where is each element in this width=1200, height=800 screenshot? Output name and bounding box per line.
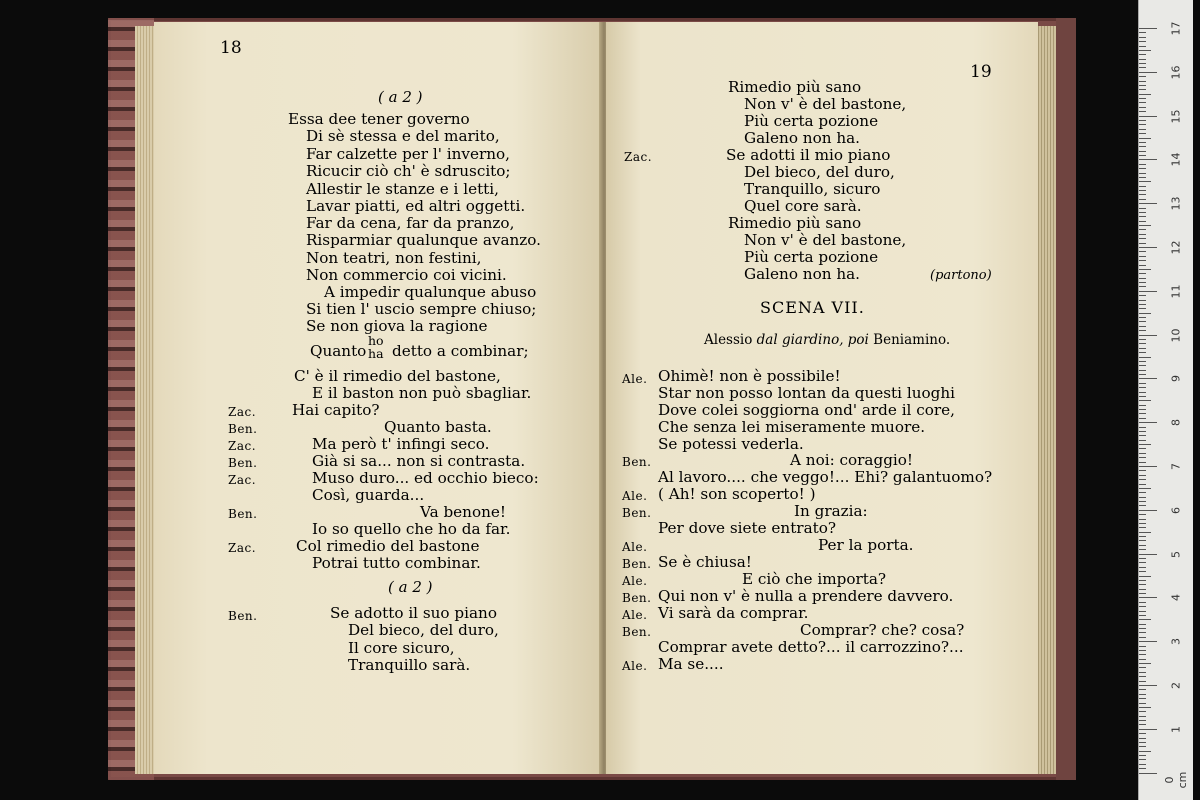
speaker-label: Ale. [622,489,648,503]
ruler-tick [1139,632,1146,633]
ruler-tick [1139,374,1146,375]
ruler-tick [1139,76,1146,77]
measuring-ruler [1138,0,1193,800]
ruler-tick [1139,738,1146,739]
verse-line: Di sè stessa e del marito, [306,127,500,145]
ruler-tick [1139,742,1146,743]
ruler-tick [1139,339,1146,340]
verse-line: Non v' è del bastone, [744,95,907,113]
ruler-tick [1139,418,1146,419]
ruler-number: 12 [1169,240,1183,255]
dialogue-line: Comprar? che? cosa? [800,621,965,639]
ruler-tick [1139,729,1157,730]
ruler-tick [1139,260,1146,261]
ruler-tick [1139,637,1146,638]
ruler-tick [1139,295,1146,296]
verse-line: C' è il rimedio del bastone, [294,367,501,385]
ruler-tick [1139,396,1146,397]
ruler-tick [1139,676,1146,677]
stack-bottom: ha [368,346,384,361]
verse-quanto-start: Quanto [310,342,367,360]
ruler-tick [1139,32,1146,33]
ruler-tick [1139,63,1146,64]
ruler-tick [1139,689,1146,690]
ruler-tick [1139,549,1146,550]
ruler-tick [1139,67,1146,68]
verse-line: Ricucir ciò ch' è sdruscito; [306,162,511,180]
ruler-number: 0 cm [1163,771,1189,788]
ruler-tick [1139,628,1146,629]
ruler-tick [1139,488,1151,489]
ruler-tick [1139,707,1151,708]
speaker-label: Zac. [228,405,257,419]
ruler-number: 5 [1169,550,1183,558]
ruler-tick [1139,133,1146,134]
verse-line: Allestir le stanze e i letti, [306,180,499,198]
ruler-tick [1139,492,1146,493]
dialogue-line: Ohimè! non è possibile! [658,367,841,385]
ruler-tick [1139,602,1146,603]
verse-line: Rimedio più sano [728,78,862,96]
ruler-tick [1139,505,1146,506]
ruler-tick [1139,321,1146,322]
ruler-tick [1139,562,1146,563]
scene-subtitle [704,332,950,348]
ruler-number: 9 [1169,375,1183,383]
right-page-stack [1036,26,1056,774]
ruler-tick [1139,475,1146,476]
ruler-tick [1139,409,1146,410]
ruler-tick [1139,405,1146,406]
ruler-tick [1139,663,1151,664]
dialogue-line: Io so quello che ho da far. [312,520,511,538]
dialogue-line: Se è chiusa! [658,553,752,571]
ruler-tick [1139,190,1146,191]
ruler-tick [1139,155,1146,156]
dialogue-line: Così, guarda... [312,486,425,504]
speaker-label: Ben. [228,456,258,470]
ruler-tick [1139,177,1146,178]
ruler-tick [1139,173,1146,174]
ruler-tick [1139,37,1146,38]
dialogue-line: Al lavoro.... che veggo!... Ehi? galantuomo? [658,468,993,486]
verse-line: Tranquillo sarà. [348,656,471,674]
ruler-tick [1139,711,1146,712]
dialogue-line: E ciò che importa? [742,570,887,588]
ruler-tick [1139,282,1146,283]
ruler-tick [1139,567,1146,568]
ruler-tick [1139,457,1146,458]
ruler-tick [1139,545,1146,546]
ruler-tick [1139,343,1146,344]
ruler-number: 4 [1169,594,1183,602]
ruler-tick [1139,54,1146,55]
scene-character-2: Beniamino. [873,332,951,348]
ruler-tick [1139,755,1146,756]
ruler-tick [1139,256,1146,257]
ruler-tick [1139,527,1146,528]
ruler-tick [1139,251,1146,252]
ruler-tick [1139,694,1146,695]
verse-quanto-end: detto a combinar; [392,342,529,360]
ruler-tick [1139,41,1146,42]
ruler-tick [1139,519,1146,520]
dialogue-line: Già si sa... non si contrasta. [312,452,526,470]
verse-line: Se non giova la ragione [306,317,488,335]
ruler-tick [1139,619,1151,620]
left-page-number: 18 [220,38,242,58]
ruler-tick [1139,243,1146,244]
verse-line: Galeno non ha. [744,265,860,283]
ruler-tick [1139,335,1157,336]
ruler-tick [1139,659,1146,660]
speaker-label: Ale. [622,608,648,622]
verse-line: Si tien l' uscio sempre chiuso; [306,300,537,318]
speaker-label: Zac. [228,541,257,555]
ruler-tick [1139,698,1146,699]
ruler-tick [1139,208,1146,209]
ruler-tick [1139,138,1151,139]
ruler-tick [1139,28,1157,29]
ruler-tick [1139,81,1146,82]
ruler-tick [1139,466,1157,467]
ruler-tick [1139,523,1146,524]
ruler-tick [1139,589,1146,590]
ruler-tick [1139,291,1157,292]
speaker-label: Ale. [622,372,648,386]
dialogue-line: A noi: coraggio! [790,451,914,469]
verse-line: Risparmiar qualunque avanzo. [306,231,541,249]
ruler-tick [1139,536,1146,537]
ruler-tick [1139,225,1151,226]
ruler-tick [1139,216,1146,217]
ruler-tick [1139,751,1151,752]
dialogue-line: Qui non v' è nulla a prendere davvero. [658,587,954,605]
ruler-tick [1139,313,1151,314]
ruler-tick [1139,107,1146,108]
verse-line: Del bieco, del duro, [348,621,499,639]
dialogue-line: Va benone! [420,503,506,521]
speaker-label: Zac. [228,439,257,453]
ruler-tick [1139,593,1146,594]
ruler-tick [1139,510,1157,511]
ruler-tick [1139,129,1146,130]
dialogue-line: Hai capito? [292,401,380,419]
ruler-tick [1139,72,1157,73]
ruler-tick [1139,427,1146,428]
ruler-tick [1139,357,1151,358]
ruler-tick [1139,146,1146,147]
ruler-tick [1139,764,1146,765]
ruler-tick [1139,300,1146,301]
ruler-tick [1139,168,1146,169]
ruler-tick [1139,234,1146,235]
ruler-tick [1139,654,1146,655]
verse-line: Galeno non ha. [744,129,860,147]
ruler-tick [1139,265,1146,266]
ruler-tick [1139,221,1146,222]
ruler-tick [1139,317,1146,318]
ruler-tick [1139,229,1146,230]
dialogue-line: Che senza lei miseramente muore. [658,418,926,436]
dialogue-line: Dove colei soggiorna ond' arde il core, [658,401,955,419]
ruler-tick [1139,59,1146,60]
ruler-number: 3 [1169,638,1183,646]
ruler-number: 6 [1169,506,1183,514]
ruler-tick [1139,330,1146,331]
ruler-tick [1139,238,1146,239]
stack-top: ho [368,333,384,348]
ruler-number: 16 [1169,65,1183,80]
ruler-tick [1139,576,1151,577]
dialogue-line: Per la porta. [818,536,914,554]
ruler-tick [1139,685,1157,686]
ruler-tick [1139,85,1146,86]
ruler-tick [1139,120,1146,121]
ruler-tick [1139,624,1146,625]
ruler-tick [1139,89,1146,90]
ruler-tick [1139,286,1146,287]
dialogue-line: Quanto basta. [384,418,492,436]
ruler-tick [1139,667,1146,668]
ruler-tick [1139,370,1146,371]
speaker-label: Zac. [624,150,653,164]
ruler-tick [1139,378,1157,379]
ruler-tick [1139,646,1146,647]
ruler-tick [1139,681,1146,682]
ruler-tick [1139,392,1146,393]
speaker-label: Ben. [622,625,652,639]
ruler-tick [1139,444,1151,445]
ruler-tick [1139,571,1146,572]
verse-line: Tranquillo, sicuro [744,180,881,198]
ruler-tick [1139,759,1146,760]
ruler-tick [1139,46,1146,47]
left-heading-2: ( a 2 ) [388,578,433,596]
ruler-tick [1139,383,1146,384]
ruler-number: 14 [1169,152,1183,167]
ruler-number: 8 [1169,419,1183,427]
ruler-tick [1139,98,1146,99]
ruler-tick [1139,422,1157,423]
ruler-number: 11 [1169,284,1183,299]
ruler-tick [1139,773,1157,774]
ruler-number: 2 [1169,682,1183,689]
ruler-tick [1139,558,1146,559]
right-page-number: 19 [970,62,992,82]
verse-line: Il core sicuro, [348,639,455,657]
speaker-label: Ale. [622,659,648,673]
speaker-label: Ben. [622,591,652,605]
verse-line: Più certa pozione [744,248,879,266]
ruler-tick [1139,716,1146,717]
dialogue-line: Ma però t' infingi seco. [312,435,490,453]
speaker-label: Ben. [622,506,652,520]
speaker-label: Ben. [228,507,258,521]
ruler-tick [1139,387,1146,388]
ruler-tick [1139,479,1146,480]
ruler-number: 1 [1169,725,1183,733]
ruler-tick [1139,720,1146,721]
dialogue-line: Potrai tutto combinar. [312,554,481,572]
ruler-tick [1139,94,1151,95]
dialogue-line: Per dove siete entrato? [658,519,837,537]
verse-line: E il baston non può sbagliar. [312,384,532,402]
verse-line: Rimedio più sano [728,214,862,232]
ruler-tick [1139,615,1146,616]
ruler-tick [1139,514,1146,515]
ruler-tick [1139,768,1146,769]
verse-line: Far calzette per l' inverno, [306,145,510,163]
ruler-tick [1139,164,1146,165]
verse-line: Essa dee tener governo [288,110,470,128]
ruler-tick [1139,151,1146,152]
stage-direction: (partono) [930,268,992,283]
ruler-tick [1139,199,1146,200]
scene-entrance: dal giardino, poi [756,332,869,348]
ruler-tick [1139,733,1146,734]
ruler-tick [1139,641,1157,642]
ruler-tick [1139,554,1157,555]
ruler-tick [1139,186,1146,187]
verse-line: Del bieco, del duro, [744,163,895,181]
scene-title: SCENA VII. [760,298,865,317]
dialogue-line: Star non posso lontan da questi luoghi [658,384,955,402]
ruler-tick [1139,497,1146,498]
ruler-tick [1139,650,1146,651]
verse-line: Se adotto il suo piano [330,604,497,622]
ruler-tick [1139,501,1146,502]
verse-line: Se adotti il mio piano [726,146,891,164]
dialogue-line: Col rimedio del bastone [296,537,480,555]
ruler-tick [1139,124,1146,125]
ruler-tick [1139,462,1146,463]
ruler-tick [1139,159,1157,160]
dialogue-line: Muso duro... ed occhio bieco: [312,469,539,487]
ruler-tick [1139,326,1146,327]
ruler-tick [1139,111,1146,112]
ruler-tick [1139,269,1151,270]
ruler-tick [1139,611,1146,612]
ruler-tick [1139,348,1146,349]
speaker-label: Ale. [622,574,648,588]
ruler-tick [1139,540,1146,541]
dialogue-line: ( Ah! son scoperto! ) [658,485,816,503]
verse-line: Non teatri, non festini, [306,249,482,267]
verse-line: Quel core sarà. [744,197,862,215]
ruler-number: 17 [1169,21,1183,36]
ruler-tick [1139,247,1157,248]
ruler-tick [1139,672,1146,673]
ruler-tick [1139,278,1146,279]
ruler-tick [1139,304,1146,305]
speaker-label: Ben. [622,557,652,571]
ruler-tick [1139,724,1146,725]
speaker-label: Ben. [228,422,258,436]
speaker-label: Ben. [228,609,258,623]
ruler-tick [1139,50,1151,51]
verse-line: Più certa pozione [744,112,879,130]
scene-character-1: Alessio [704,332,753,348]
ruler-tick [1139,470,1146,471]
ruler-tick [1139,453,1146,454]
ruler-tick [1139,400,1151,401]
ruler-number: 13 [1169,196,1183,211]
dialogue-line: Ma se.... [658,655,724,673]
ruler-tick [1139,532,1151,533]
dialogue-line: In grazia: [794,502,868,520]
ruler-tick [1139,580,1146,581]
verse-line: Lavar piatti, ed altri oggetti. [306,197,526,215]
ruler-tick [1139,116,1157,117]
dialogue-line: Comprar avete detto?... il carrozzino?... [658,638,964,656]
ruler-tick [1139,352,1146,353]
ruler-tick [1139,435,1146,436]
ruler-tick [1139,142,1146,143]
ruler-tick [1139,703,1146,704]
verse-line: Non v' è del bastone, [744,231,907,249]
speaker-label: Zac. [228,473,257,487]
ruler-tick [1139,194,1146,195]
ruler-tick [1139,365,1146,366]
verse-quanto-stack [368,334,384,360]
ruler-tick [1139,102,1146,103]
ruler-tick [1139,597,1157,598]
ruler-tick [1139,484,1146,485]
ruler-tick [1139,584,1146,585]
ruler-tick [1139,448,1146,449]
dialogue-line: Se potessi vederla. [658,435,804,453]
ruler-number: 7 [1169,463,1183,470]
verse-line: A impedir qualunque abuso [324,283,537,301]
dialogue-line: Vi sarà da comprar. [658,604,809,622]
ruler-tick [1139,361,1146,362]
ruler-tick [1139,431,1146,432]
ruler-tick [1139,273,1146,274]
speaker-label: Ale. [622,540,648,554]
ruler-tick [1139,440,1146,441]
ruler-number: 10 [1169,328,1183,343]
ruler-tick [1139,746,1146,747]
ruler-tick [1139,308,1146,309]
right-cover-edge [1056,18,1076,780]
ruler-tick [1139,203,1157,204]
ruler-number: 15 [1169,109,1183,124]
ruler-tick [1139,212,1146,213]
verse-line: Far da cena, far da pranzo, [306,214,515,232]
left-heading: ( a 2 ) [378,88,423,106]
ruler-tick [1139,181,1151,182]
speaker-label: Ben. [622,455,652,469]
verse-line: Non commercio coi vicini. [306,266,507,284]
ruler-tick [1139,413,1146,414]
ruler-tick [1139,606,1146,607]
